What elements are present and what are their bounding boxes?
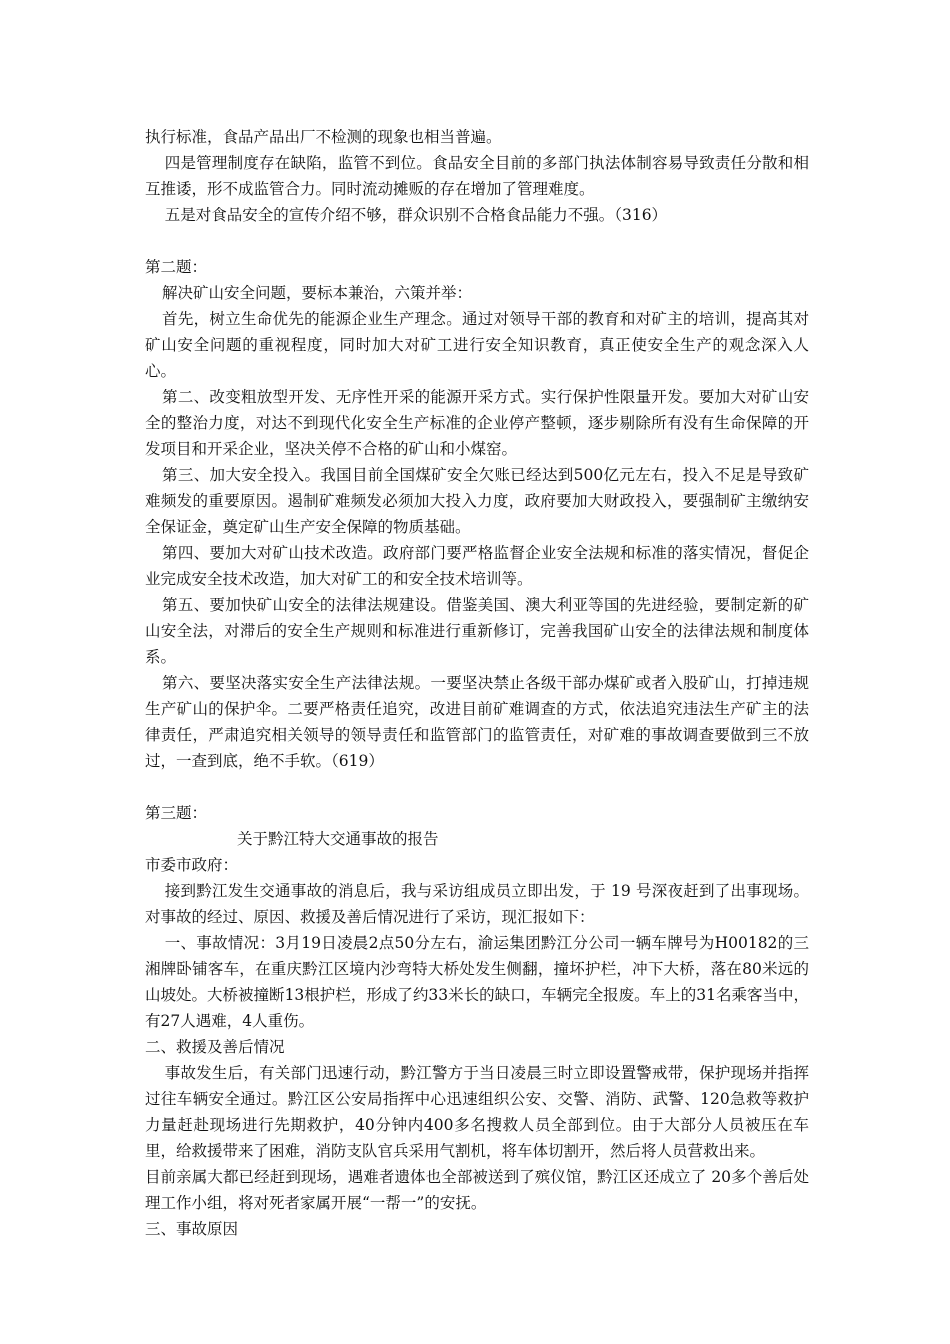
blank-line bbox=[145, 228, 809, 254]
section-heading: 二、救援及善后情况 bbox=[145, 1038, 285, 1056]
paragraph: 接到黔江发生交通事故的消息后，我与采访组成员立即出发，于 19 号深夜赶到了出事现场。对事故的经过、原因、救援及善后情况进行了采访，现汇报如下： bbox=[145, 882, 809, 926]
paragraph: 第三、加大安全投入。我国目前全国煤矿安全欠账已经达到500亿元左右，投入不足是导致矿难频发的重要原因。遏制矿难频发必须加大投入力度，政府要加大财政投入，要强制矿主缴纳安全保证金，奠定矿山生产安全保障的物质基础。 bbox=[145, 466, 809, 536]
paragraph: 目前亲属大都已经赶到现场，遇难者遗体也全部被送到了殡仪馆，黔江区还成立了 20多个善后处理工作小组，将对死者家属开展“一帮一”的安抚。 bbox=[145, 1168, 809, 1212]
question-3-heading: 第三题： bbox=[145, 804, 208, 822]
paragraph: 五是对食品安全的宣传介绍不够，群众识别不合格食品能力不强。（316） bbox=[164, 206, 668, 224]
paragraph: 执行标准，食品产品出厂不检测的现象也相当普遍。 bbox=[145, 128, 502, 146]
paragraph: 第二、改变粗放型开发、无序性开采的能源开采方式。实行保护性限量开发。要加大对矿山安全的整治力度，对达不到现代化安全生产标准的企业停产整顿，逐步剔除所有没有生命保障的开发项目和开采企业，坚决关停不合格的矿山和小煤窑。 bbox=[145, 388, 809, 458]
paragraph: 事故发生后，有关部门迅速行动，黔江警方于当日凌晨三时立即设置警戒带，保护现场并指挥过往车辆安全通过。黔江区公安局指挥中心迅速组织公安、交警、消防、武警、120急救等救护力量赶赴现场进行先期救护，40分钟内400多名搜救人员全部到位。由于大部分人员被压在车里，给救援带来了困难，消防支队官兵采用气割机，将车体切割开，然后将人员营救出来。 bbox=[145, 1064, 809, 1160]
question-2-heading: 第二题： bbox=[145, 258, 208, 276]
paragraph: 首先，树立生命优先的能源企业生产理念。通过对领导干部的教育和对矿主的培训，提高其对矿山安全问题的重视程度，同时加大对矿工进行安全知识教育，真正使安全生产的观念深入人心。 bbox=[145, 310, 809, 380]
section-heading: 三、事故原因 bbox=[145, 1220, 239, 1238]
paragraph: 第四、要加大对矿山技术改造。政府部门要严格监督企业安全法规和标准的落实情况，督促企业完成安全技术改造，加大对矿工的和安全技术培训等。 bbox=[145, 544, 809, 588]
document-body bbox=[145, 124, 809, 1242]
blank-line bbox=[145, 774, 809, 800]
paragraph: 第五、要加快矿山安全的法律法规建设。借鉴美国、澳大利亚等国的先进经验，要制定新的矿山安全法，对滞后的安全生产规则和标准进行重新修订，完善我国矿山安全的法律法规和制度体系。 bbox=[145, 596, 809, 666]
report-title: 关于黔江特大交通事故的报告 bbox=[237, 830, 439, 848]
paragraph: 解决矿山安全问题，要标本兼治，六策并举： bbox=[162, 284, 473, 302]
salutation: 市委市政府： bbox=[145, 856, 239, 874]
paragraph: 一、事故情况：3月19日凌晨2点50分左右，渝运集团黔江分公司一辆车牌号为H00182的三湘牌卧铺客车，在重庆黔江区境内沙弯特大桥处发生侧翻，撞坏护栏，冲下大桥，落在80米远的山坡处。大桥被撞断13根护栏，形成了约33米长的缺口，车辆完全报废。车上的31名乘客当中，有27人遇难，4人重伤。 bbox=[145, 934, 809, 1030]
paragraph: 第六、要坚决落实安全生产法律法规。一要坚决禁止各级干部办煤矿或者入股矿山，打掉违规生产矿山的保护伞。二要严格责任追究，改进目前矿难调查的方式，依法追究违法生产矿主的法律责任，严肃追究相关领导的领导责任和监管部门的监管责任，对矿难的事故调查要做到三不放过，一查到底，绝不手软。（619） bbox=[145, 674, 809, 770]
paragraph: 四是管理制度存在缺陷，监管不到位。食品安全目前的多部门执法体制容易导致责任分散和相互推诿，形不成监管合力。同时流动摊贩的存在增加了管理难度。 bbox=[145, 154, 809, 198]
